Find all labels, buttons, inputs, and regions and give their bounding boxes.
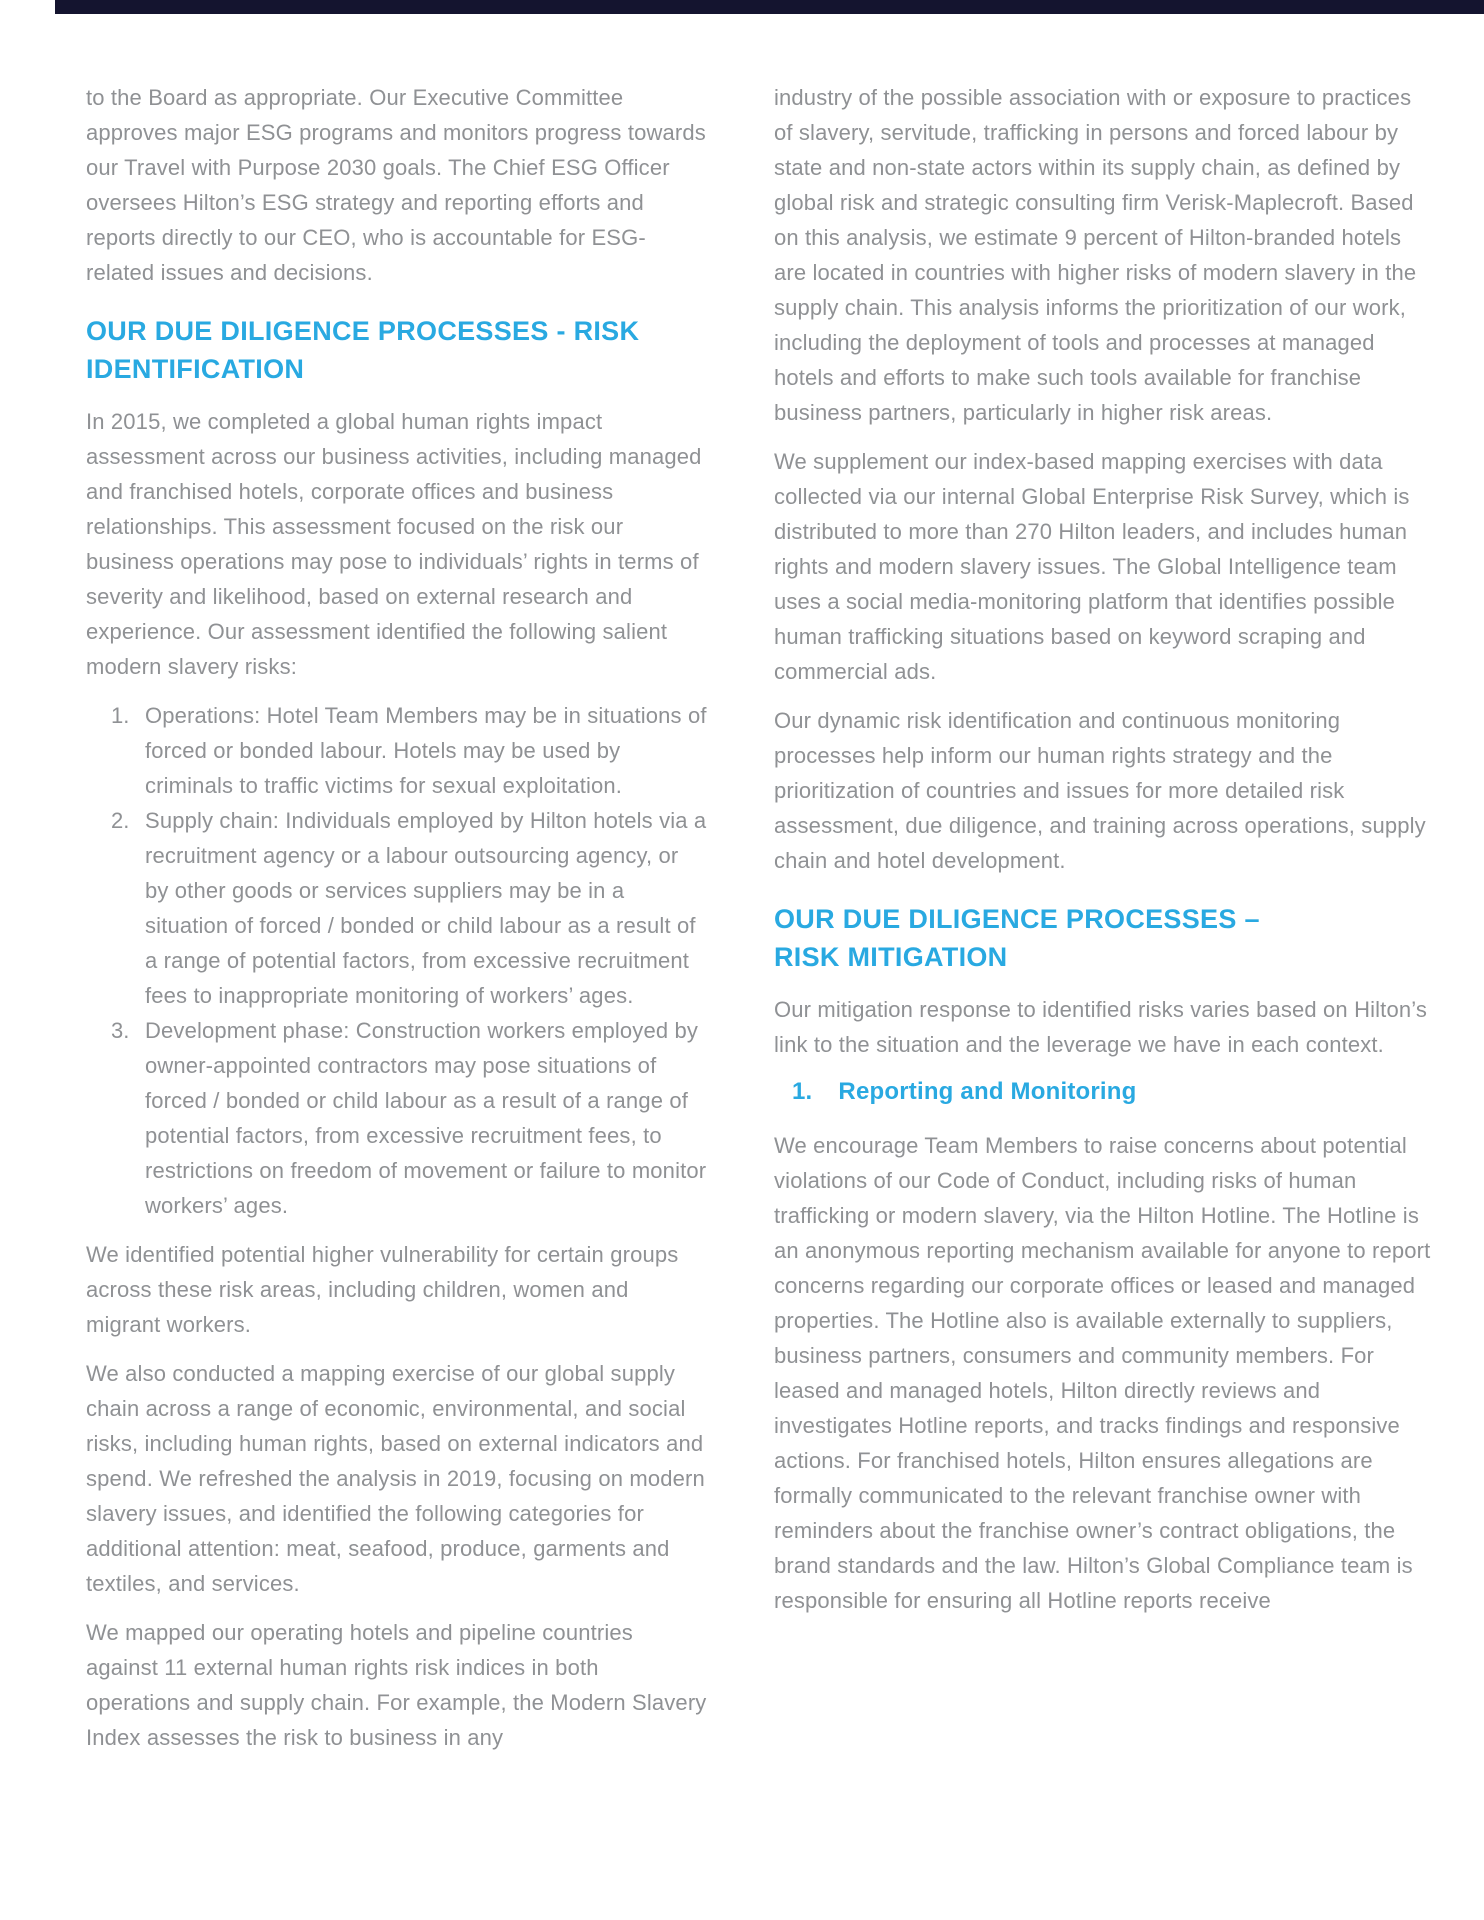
list-item-number: 1. bbox=[111, 703, 130, 728]
subsection-heading-reporting-and-monitoring bbox=[774, 1076, 1436, 1108]
list-item-text: Operations: Hotel Team Members may be in situations of forced or bonded labour. Hotels may be used by criminals to traffic victims for sexual exploitation. bbox=[145, 703, 707, 798]
heading-line: RISK MITIGATION bbox=[774, 942, 1008, 972]
body-paragraph: We also conducted a mapping exercise of our global supply chain across a range of economic, environmental, and social risks, including human rights, based on external indicators and spend. We refreshed the analysis in 2019, focusing on modern slavery issues, and identified the following categories for additional attention: meat, seafood, produce, garments and textiles, and services. bbox=[86, 1361, 705, 1596]
body-paragraph: In 2015, we completed a global human rights impact assessment across our business activities, including managed and franchised hotels, corporate offices and business relationships. This assessment focused on the risk our business operations may pose to individuals’ rights in terms of severity and likelihood, based on external research and experience. Our assessment identified the following salient modern slavery risks: bbox=[86, 409, 702, 679]
body-paragraph: to the Board as appropriate. Our Executive Committee approves major ESG programs and monitors progress towards our Travel with Purpose 2030 goals. The Chief ESG Officer oversees Hilton’s ESG strategy and reporting efforts and reports directly to our CEO, who is accountable for ESG-related issues and decisions. bbox=[86, 85, 706, 285]
subsection-number: 1. bbox=[792, 1078, 813, 1105]
numbered-risk-list bbox=[86, 698, 708, 1223]
left-column bbox=[86, 80, 708, 1769]
body-paragraph: We encourage Team Members to raise concerns about potential violations of our Code of Conduct, including risks of human trafficking or modern slavery, via the Hilton Hotline. The Hotline is an anonymous reporting mechanism available for anyone to report concerns regarding our corporate offices or leased and managed properties. The Hotline also is available externally to suppliers, business partners, consumers and community members. For leased and managed hotels, Hilton directly reviews and investigates Hotline reports, and tracks findings and responsive actions. For franchised hotels, Hilton ensures allegations are formally communicated to the relevant franchise owner with reminders about the franchise owner’s contract obligations, the brand standards and the law. Hilton’s Global Compliance team is responsible for ensuring all Hotline reports receive bbox=[774, 1133, 1431, 1613]
list-item-text: Supply chain: Individuals employed by Hilton hotels via a recruitment agency or a labour outsourcing agency, or by other goods or services suppliers may be in a situation of forced / bonded or child labour as a result of a range of potential factors, from excessive recruitment fees to inappropriate monitoring of workers’ ages. bbox=[145, 808, 707, 1008]
list-item-number: 3. bbox=[111, 1018, 130, 1043]
subsection-label: Reporting and Monitoring bbox=[838, 1078, 1137, 1105]
list-item bbox=[111, 698, 708, 803]
top-accent-bar bbox=[55, 0, 1484, 14]
body-paragraph: Our mitigation response to identified risks varies based on Hilton’s link to the situation and the leverage we have in each context. bbox=[774, 997, 1428, 1057]
list-item bbox=[111, 803, 708, 1013]
heading-line: OUR DUE DILIGENCE PROCESSES – bbox=[774, 904, 1260, 934]
body-paragraph: industry of the possible association with or exposure to practices of slavery, servitude, trafficking in persons and forced labour by state and non-state actors within its supply chain, as defined by global risk and strategic consulting firm Verisk-Maplecroft. Based on this analysis, we estimate 9 percent of Hilton-branded hotels are located in countries with higher risks of modern slavery in the supply chain. This analysis informs the prioritization of our work, including the deployment of tools and processes at managed hotels and efforts to make such tools available for franchise business partners, particularly in higher risk areas. bbox=[774, 85, 1417, 425]
heading-line: OUR DUE DILIGENCE PROCESSES - RISK bbox=[86, 316, 640, 346]
section-heading-risk-mitigation bbox=[774, 900, 1436, 976]
list-item-text: Development phase: Construction workers employed by owner-appointed contractors may pose situations of forced / bonded or child labour as a result of a range of potential factors, from excessive recruitment fees, to restrictions on freedom of movement or failure to monitor workers’ ages. bbox=[145, 1018, 707, 1218]
heading-line: IDENTIFICATION bbox=[86, 354, 305, 384]
two-column-text-layout bbox=[86, 80, 1436, 1769]
body-paragraph: We mapped our operating hotels and pipeline countries against 11 external human rights risk indices in both operations and supply chain. For example, the Modern Slavery Index assesses the risk to business in any bbox=[86, 1620, 707, 1750]
body-paragraph: We identified potential higher vulnerability for certain groups across these risk areas, including children, women and migrant workers. bbox=[86, 1242, 679, 1337]
list-item-number: 2. bbox=[111, 808, 130, 833]
list-item bbox=[111, 1013, 708, 1223]
body-paragraph: We supplement our index-based mapping exercises with data collected via our internal Global Enterprise Risk Survey, which is distributed to more than 270 Hilton leaders, and includes human rights and modern slavery issues. The Global Intelligence team uses a social media-monitoring platform that identifies possible human trafficking situations based on keyword scraping and commercial ads. bbox=[774, 449, 1410, 684]
section-heading-risk-identification bbox=[86, 312, 708, 388]
body-paragraph: Our dynamic risk identification and continuous monitoring processes help inform our human rights strategy and the prioritization of countries and issues for more detailed risk assessment, due diligence, and training across operations, supply chain and hotel development. bbox=[774, 708, 1426, 873]
right-column bbox=[774, 80, 1436, 1769]
